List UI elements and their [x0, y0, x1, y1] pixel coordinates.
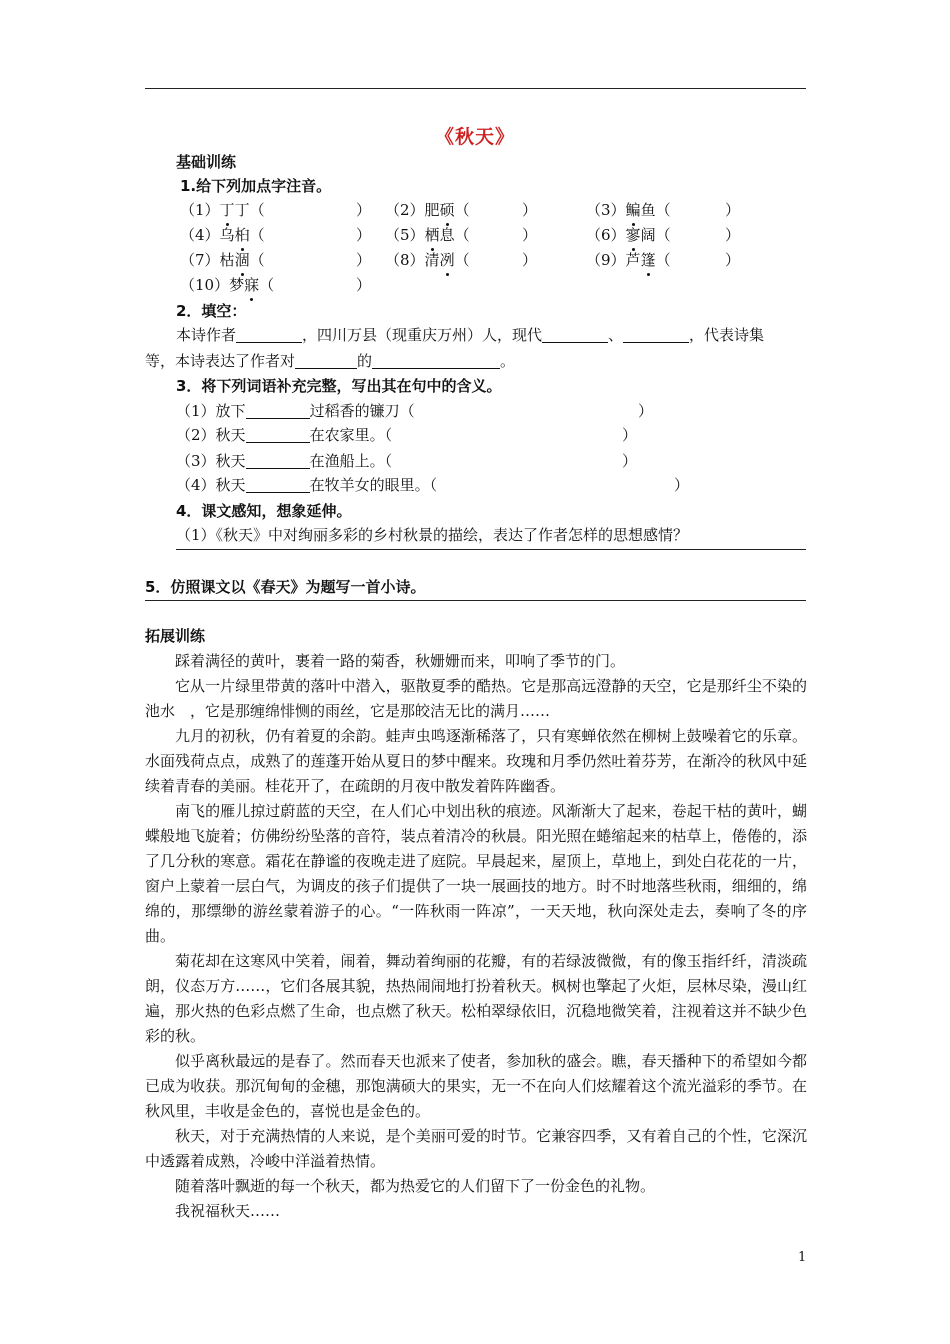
completion-blank[interactable]	[246, 426, 310, 443]
pinyin-item	[385, 199, 470, 221]
reading-paragraph: 秋天，对于充满热情的人来说，是个美丽可爱的时节。它兼容四季，又有着自己的个性，它深沉中透露着成熟，冷峻中洋溢着热情。	[145, 1127, 807, 1170]
pinyin-char-1: 乌	[219, 226, 235, 244]
completion-blank[interactable]	[246, 452, 310, 469]
completion-item	[176, 474, 437, 496]
q2-text-1: 本诗作者	[176, 326, 237, 344]
completion-answer-close[interactable]: ）	[622, 452, 638, 470]
pinyin-char-2: 桕	[234, 226, 250, 244]
pinyin-answer-close[interactable]: ）	[356, 201, 372, 219]
question-1-title: 1.给下列加点字注音。	[180, 177, 332, 195]
completion-prefix: 秋天	[215, 426, 246, 444]
pinyin-item-number: （2）	[385, 201, 425, 219]
pinyin-item	[180, 224, 265, 246]
pinyin-answer-close[interactable]: ）	[725, 251, 741, 269]
q2-text-4: ，代表诗集	[689, 326, 765, 344]
completion-prefix: 秋天	[215, 452, 246, 470]
completion-item	[176, 400, 415, 422]
pinyin-open-paren: （	[249, 226, 265, 244]
completion-number: （4）	[176, 476, 216, 494]
question-5-answer-line[interactable]	[145, 600, 806, 601]
pinyin-open-paren: （	[655, 201, 671, 219]
q2-blank-3[interactable]	[295, 352, 357, 369]
pinyin-item	[180, 199, 265, 221]
pinyin-item-number: （4）	[180, 226, 220, 244]
completion-suffix: 在渔船上。（	[309, 452, 393, 470]
pinyin-answer-close[interactable]: ）	[522, 226, 538, 244]
completion-answer-close[interactable]: ）	[622, 426, 638, 444]
completion-suffix: 在牧羊女的眼里。（	[309, 476, 438, 494]
pinyin-item-number: （6）	[586, 226, 626, 244]
pinyin-char-1: 梦	[229, 276, 245, 294]
q2-blank-1[interactable]	[542, 326, 608, 343]
q2-blank-author[interactable]	[236, 326, 302, 343]
pinyin-answer-close[interactable]: ）	[522, 251, 538, 269]
pinyin-char-2: 丁	[234, 201, 250, 219]
pinyin-item	[180, 249, 265, 271]
pinyin-char-2: 硕	[439, 201, 455, 219]
completion-number: （1）	[176, 402, 216, 420]
question-4-title: 4．课文感知，想象延伸。	[176, 502, 352, 520]
pinyin-open-paren: （	[655, 226, 671, 244]
pinyin-char-2: 冽	[439, 251, 455, 269]
pinyin-char-1: 寥	[625, 226, 641, 244]
pinyin-char-2: 涸	[234, 251, 250, 269]
q2-text-6: 的	[357, 352, 373, 370]
question-4-sub: （1）《秋天》中对绚丽多彩的乡村秋景的描绘，表达了作者怎样的思想感情？	[176, 526, 689, 544]
pinyin-open-paren: （	[454, 201, 470, 219]
header-rule	[145, 88, 806, 89]
completion-suffix: 在农家里。（	[309, 426, 393, 444]
pinyin-answer-close[interactable]: ）	[725, 201, 741, 219]
q2-blank-4[interactable]	[372, 352, 500, 369]
completion-number: （2）	[176, 426, 216, 444]
pinyin-open-paren: （	[259, 276, 275, 294]
pinyin-item-number: （7）	[180, 251, 220, 269]
pinyin-item-number: （10）	[180, 276, 230, 294]
completion-item	[176, 424, 392, 446]
pinyin-open-paren: （	[655, 251, 671, 269]
pinyin-char-1: 枯	[219, 251, 235, 269]
pinyin-answer-close[interactable]: ）	[522, 201, 538, 219]
pinyin-char-1: 丁	[219, 201, 235, 219]
reading-paragraph: 似乎离秋最远的是春了。然而春天也派来了使者，参加秋的盛会。瞧，春天播种下的希望如今都已成为收获。那沉甸甸的金穗，那饱满硕大的果实，无一不在向人们炫耀着这个流光溢彩的季节。在秋风里，丰收是金色的，喜悦也是金色的。	[145, 1052, 807, 1120]
pinyin-item	[385, 249, 470, 271]
question-3-title: 3．将下列词语补充完整，写出其在句中的含义。	[176, 377, 502, 395]
q2-text-2: ，四川万县（现重庆万州）人，现代	[302, 326, 543, 344]
completion-answer-close[interactable]: ）	[638, 402, 654, 420]
completion-item	[176, 450, 392, 472]
pinyin-item	[586, 199, 671, 221]
pinyin-item	[586, 224, 671, 246]
reading-paragraph: 南飞的雁儿掠过蔚蓝的天空，在人们心中划出秋的痕迹。风渐渐大了起来，卷起干枯的黄叶，蝴蝶般地飞旋着；仿佛纷纷坠落的音符，装点着清冷的秋晨。阳光照在蜷缩起来的枯草上，倦倦的，添了几分秋的寒意。霜花在静谧的夜晚走进了庭院。早晨起来，屋顶上，草地上，到处白花花的一片，窗户上蒙着一层白气，为调皮的孩子们提供了一块一展画技的地方。时不时地落些秋雨，细细的，绵绵的，那缥缈的游丝蒙着游子的心。“一阵秋雨一阵凉”，一天天地，秋向深处走去，奏响了冬的序曲。	[145, 802, 807, 945]
completion-answer-close[interactable]: ）	[674, 476, 690, 494]
q2-text-3: 、	[608, 326, 624, 344]
pinyin-char-2: 息	[439, 226, 455, 244]
completion-blank[interactable]	[246, 402, 310, 419]
reading-paragraph: 它从一片绿里带黄的落叶中潜入，驱散夏季的酷热。它是那高远澄静的天空，它是那纤尘不染的池水 ，它是那缠绵悱恻的雨丝，它是那皎洁无比的满月……	[145, 677, 807, 720]
pinyin-item-number: （1）	[180, 201, 220, 219]
pinyin-open-paren: （	[454, 251, 470, 269]
reading-paragraph: 踩着满径的黄叶，裹着一路的菊香，秋姗姗而来，叩响了季节的门。	[175, 652, 626, 670]
pinyin-answer-close[interactable]: ）	[356, 276, 372, 294]
q2-text-5: 等，本诗表达了作者对	[145, 352, 296, 370]
reading-paragraph: 菊花却在这寒风中笑着，闹着，舞动着绚丽的花瓣，有的若绿波微微，有的像玉指纤纤，清淡疏朗，仪态万方……，它们各展其貌，热热闹闹地打扮着秋天。枫树也擎起了火炬，层林尽染，漫山红遍，那火热的色彩点燃了生命，也点燃了秋天。松柏翠绿依旧，沉稳地微笑着，注视着这并不缺少色彩的秋。	[145, 952, 807, 1045]
pinyin-char-1: 肥	[424, 201, 440, 219]
question-4-answer-line[interactable]	[176, 549, 806, 550]
pinyin-open-paren: （	[249, 201, 265, 219]
pinyin-char-1: 清	[424, 251, 440, 269]
pinyin-char-1: 芦	[625, 251, 641, 269]
pinyin-open-paren: （	[454, 226, 470, 244]
pinyin-open-paren: （	[249, 251, 265, 269]
reading-paragraph: 我祝福秋天……	[175, 1202, 281, 1220]
question-2-title: 2．填空：	[176, 302, 247, 320]
question-2-line-1	[176, 324, 764, 346]
pinyin-char-1: 鳊	[625, 201, 641, 219]
pinyin-item-number: （9）	[586, 251, 626, 269]
pinyin-item	[385, 224, 470, 246]
pinyin-answer-close[interactable]: ）	[356, 251, 372, 269]
q2-blank-2[interactable]	[623, 326, 689, 343]
pinyin-answer-close[interactable]: ）	[356, 226, 372, 244]
pinyin-item-number: （8）	[385, 251, 425, 269]
pinyin-char-2: 篷	[640, 251, 656, 269]
completion-prefix: 秋天	[215, 476, 246, 494]
pinyin-char-2: 鱼	[640, 201, 656, 219]
pinyin-item-number: （5）	[385, 226, 425, 244]
page-number: 1	[798, 1250, 807, 1265]
question-2-line-2	[145, 350, 515, 372]
reading-paragraph: 九月的初秋，仍有着夏的余韵。蛙声虫鸣逐渐稀落了，只有寒蝉依然在柳树上鼓噪着它的乐章。水面残荷点点，成熟了的莲蓬开始从夏日的梦中醒来。玫瑰和月季仍然吐着芬芳，在渐冷的秋风中延续着青春的美丽。桂花开了，在疏朗的月夜中散发着阵阵幽香。	[145, 727, 807, 795]
completion-number: （3）	[176, 452, 216, 470]
pinyin-item	[586, 249, 671, 271]
pinyin-item	[180, 274, 274, 296]
section-heading-extended: 拓展训练	[145, 627, 206, 645]
completion-prefix: 放下	[215, 402, 246, 420]
reading-paragraph: 随着落叶飘逝的每一个秋天，都为热爱它的人们留下了一份金色的礼物。	[175, 1177, 656, 1195]
page-title: 《秋天》	[434, 126, 515, 148]
pinyin-char-2: 寐	[244, 276, 260, 294]
q2-text-7: 。	[500, 352, 516, 370]
pinyin-item-number: （3）	[586, 201, 626, 219]
question-5-title: 5．仿照课文以《春天》为题写一首小诗。	[145, 578, 426, 596]
completion-blank[interactable]	[246, 476, 310, 493]
section-heading-basic: 基础训练	[176, 153, 237, 171]
completion-suffix: 过稻香的镰刀（	[309, 402, 415, 420]
pinyin-answer-close[interactable]: ）	[725, 226, 741, 244]
pinyin-char-1: 栖	[424, 226, 440, 244]
pinyin-char-2: 阔	[640, 226, 656, 244]
